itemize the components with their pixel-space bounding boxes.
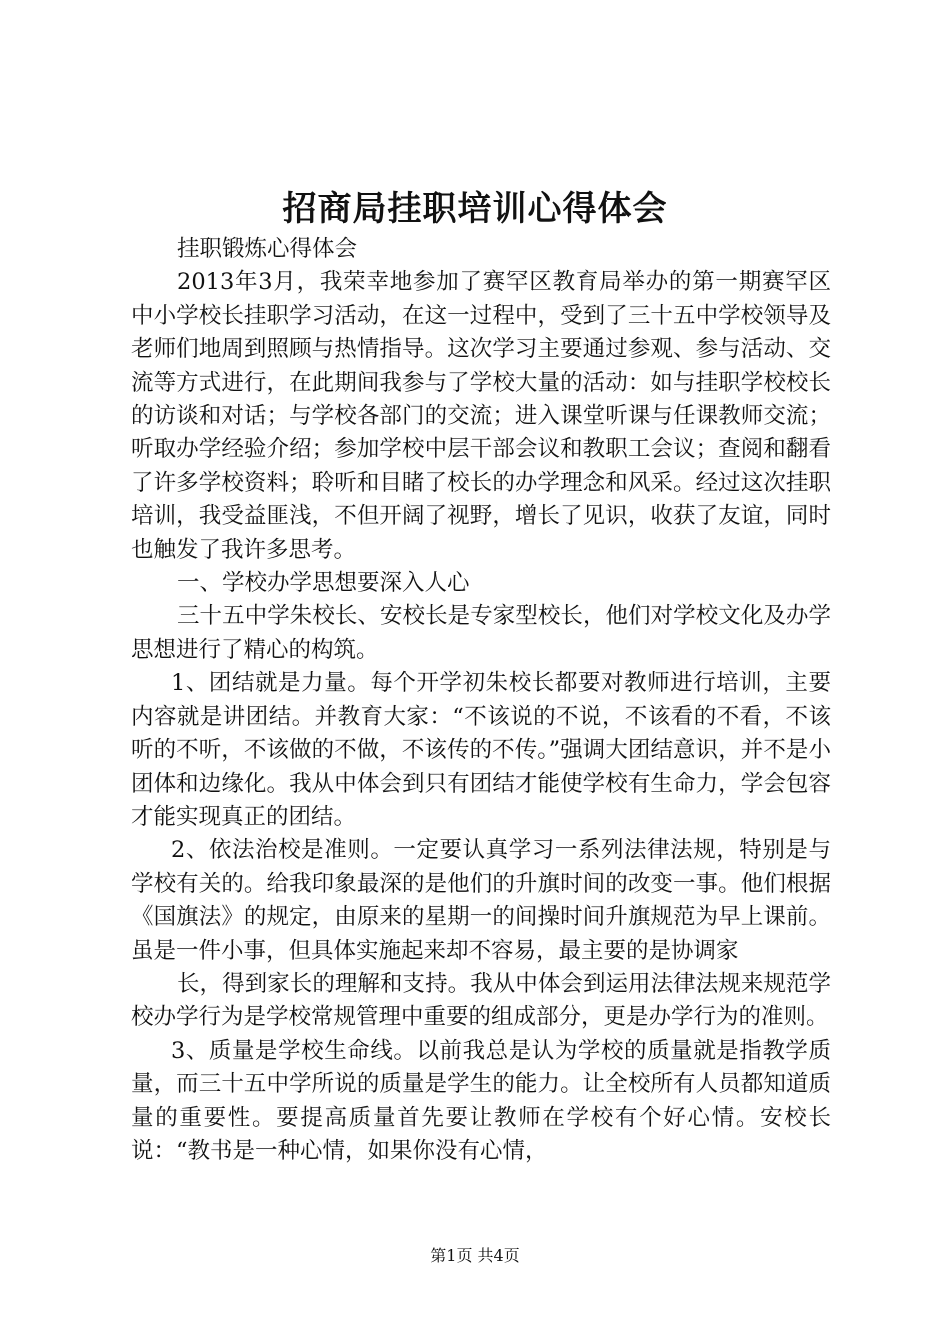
paragraph-point-2-continued: 长，得到家长的理解和支持。我从中体会到运用法律法规来规范学校办学行为是学校常规管理中重要的组成部分，更是办学行为的准则。 bbox=[131, 970, 831, 1031]
document-body bbox=[131, 233, 831, 1168]
page-number-footer: 第1页 共4页 bbox=[430, 1246, 520, 1265]
paragraph-point-2: 2、依法治校是准则。一定要认真学习一系列法律法规，特别是与学校有关的。给我印象最深的是他们的升旗时间的改变一事。他们根据《国旗法》的规定，由原来的星期一的间操时间升旗规范为早上课前。虽是一件小事，但具体实施起来却不容易，最主要的是协调家 bbox=[131, 837, 831, 964]
paragraph-point-3: 3、质量是学校生命线。以前我总是认为学校的质量就是指教学质量，而三十五中学所说的质量是学生的能力。让全校所有人员都知道质量的重要性。要提高质量首先要让教师在学校有个好心情。安校长说：“教书是一种心情，如果你没有心情， bbox=[131, 1037, 831, 1164]
document-title: 招商局挂职培训心得体会 bbox=[282, 189, 668, 229]
paragraph-intro: 2013年3月，我荣幸地参加了赛罕区教育局举办的第一期赛罕区中小学校长挂职学习活动，在这一过程中，受到了三十五中学校领导及老师们地周到照顾与热情指导。这次学习主要通过参观、参与活动、交流等方式进行，在此期间我参与了学校大量的活动：如与挂职学校校长的访谈和对话；与学校各部门的交流；进入课堂听课与任课教师交流；听取办学经验介绍；参加学校中层干部会议和教职工会议；查阅和翻看了许多学校资料；聆听和目睹了校长的办学理念和风采。经过这次挂职培训，我受益匪浅，不但开阔了视野，增长了见识，收获了友谊，同时也触发了我许多思考。 bbox=[131, 269, 831, 563]
paragraph-subtitle: 挂职锻炼心得体会 bbox=[177, 236, 358, 262]
section-heading-1: 一、学校办学思想要深入人心 bbox=[177, 570, 470, 597]
paragraph-point-1: 1、团结就是力量。每个开学初朱校长都要对教师进行培训，主要内容就是讲团结。并教育大家：“不该说的不说，不该看的不看，不该听的不听，不该做的不做，不该传的不传。”强调大团结意识，并不是小团体和边缘化。我从中体会到只有团结才能使学校有生命力，学会包容才能实现真正的团结。 bbox=[131, 670, 831, 830]
paragraph-section-1: 三十五中学朱校长、安校长是专家型校长，他们对学校文化及办学思想进行了精心的构筑。 bbox=[131, 603, 831, 663]
